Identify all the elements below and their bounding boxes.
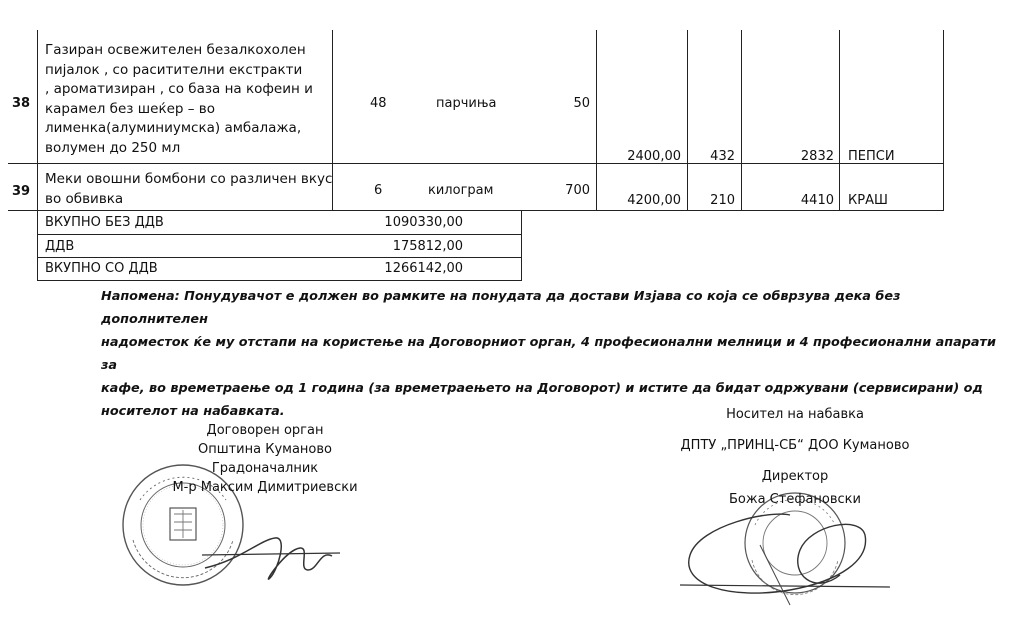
- signature-org-name: ДПТУ „ПРИНЦ-СБ“ ДОО Куманово: [680, 438, 910, 453]
- description-line: пијалок , со раситителни екстракти: [45, 61, 303, 78]
- description-line: , ароматизиран , со база на кофеин и: [45, 81, 313, 98]
- unit-price: 48: [370, 96, 387, 111]
- vat-amount: 432: [710, 149, 735, 164]
- row-number: 38: [12, 96, 31, 111]
- signature-role: Градоначалник: [211, 461, 319, 476]
- unit: парчиња: [436, 96, 497, 111]
- signature-org-label: Носител на набавка: [726, 407, 864, 422]
- signature-person: Божа Стефановски: [729, 492, 861, 507]
- total-without-vat: 2400,00: [627, 149, 681, 164]
- signature-block-right: [640, 404, 950, 511]
- row-number: 39: [12, 184, 31, 199]
- description-line: карамел без шеќер – во: [45, 100, 216, 117]
- note-line: надоместок ќе му отстапи на користење на Договорниот орган, 4 професионални мелници и 4 професионални апарати за: [101, 335, 996, 373]
- description-line: во обвивка: [45, 190, 124, 207]
- note-line: кафе, во времетраење од 1 година (за времетраењето на Договорот) и истите да бидат одржувани (сервисирани) од: [101, 381, 983, 396]
- summary-value: 1266142,00: [384, 261, 463, 276]
- total-without-vat: 4200,00: [627, 193, 681, 208]
- signature-person: М-р Максим Димитриевски: [172, 480, 358, 495]
- unit: килограм: [428, 183, 494, 198]
- summary-value: 1090330,00: [384, 215, 463, 230]
- summary-label: ДДВ: [45, 239, 75, 254]
- summary-label: ВКУПНО БЕЗ ДДВ: [45, 215, 164, 230]
- summary-label: ВКУПНО СО ДДВ: [45, 261, 158, 276]
- summary-value: 175812,00: [392, 239, 463, 254]
- description-line: лименка(алуминиумска) амбалажа,: [45, 120, 302, 137]
- quantity: 50: [573, 96, 590, 111]
- item-description: [45, 41, 313, 159]
- description-line: Газиран освежителен безалкохолен: [45, 42, 306, 58]
- signature-role: Директор: [761, 469, 829, 484]
- brand: ПЕПСИ: [848, 149, 895, 164]
- signature-block-left: [100, 420, 430, 499]
- note-line: носителот на набавката.: [101, 404, 285, 419]
- note-line: Напомена: Понудувачот е должен во рамките на понудата да достави Изјава со која се обврзува дека без дополнителен: [101, 289, 901, 327]
- handwritten-signature-icon: [200, 520, 350, 590]
- brand: КРАШ: [848, 193, 888, 208]
- signature-org-name: Општина Куманово: [197, 442, 332, 457]
- item-description: [45, 170, 332, 209]
- vat-amount: 210: [710, 193, 735, 208]
- total-with-vat: 4410: [800, 193, 834, 208]
- unit-price: 6: [374, 183, 383, 198]
- description-line: волумен до 250 мл: [45, 139, 181, 156]
- quantity: 700: [565, 183, 590, 198]
- note-paragraph: [101, 285, 1001, 423]
- signature-org-label: Договорен орган: [206, 423, 324, 438]
- director-signature-icon: [640, 505, 910, 610]
- total-with-vat: 2832: [800, 149, 834, 164]
- description-line: Меки овошни бомбони со различен вкус: [45, 171, 333, 187]
